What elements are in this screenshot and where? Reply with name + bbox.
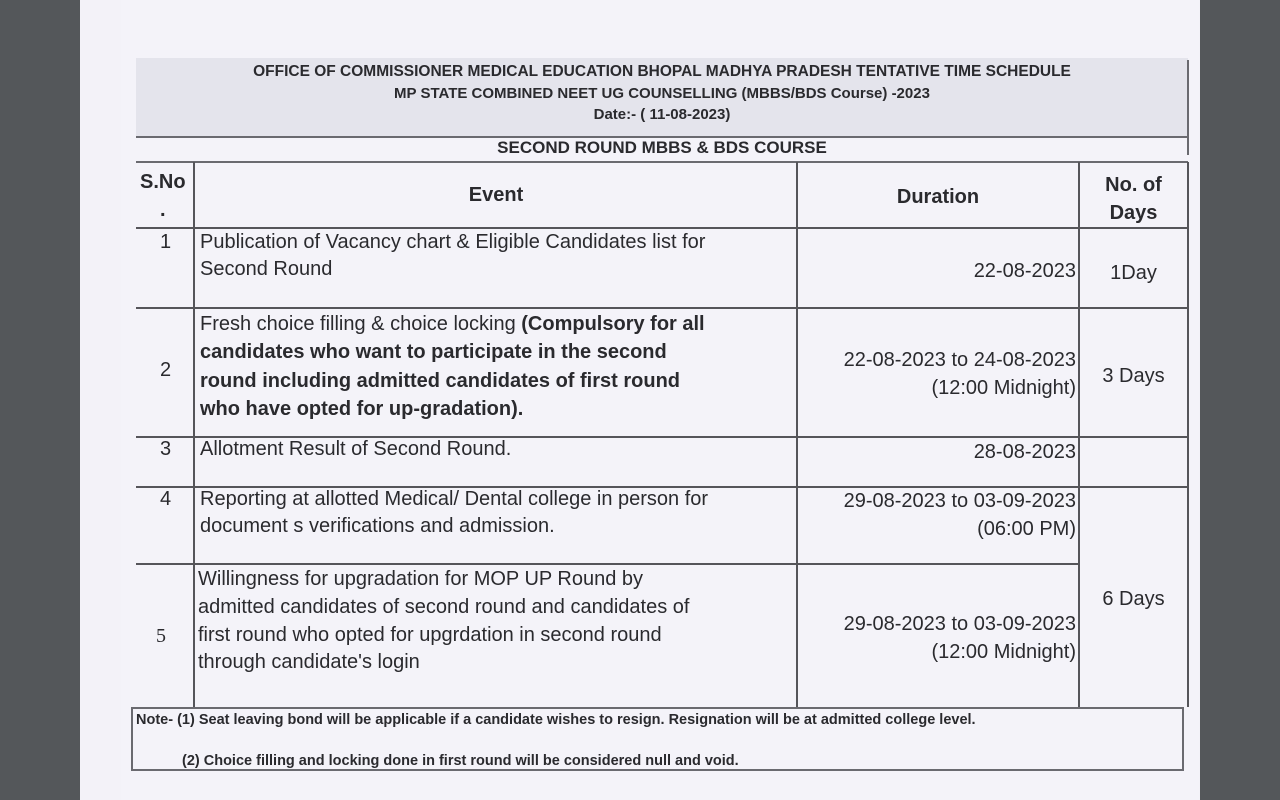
column-header-sno-dot: .: [160, 199, 166, 221]
row-event-line: through candidate's login: [198, 651, 420, 673]
row-days: 3 Days: [1102, 365, 1165, 387]
notes-box: [131, 707, 1184, 771]
row-event-line: round including admitted candidates of first round: [200, 370, 680, 392]
header-date: Date:- ( 11-08-2023): [593, 106, 731, 123]
row-sno: 4: [160, 488, 172, 510]
row-event-line: document s verifications and admission.: [200, 515, 555, 537]
header-office-title: OFFICE OF COMMISSIONER MEDICAL EDUCATION BHOPAL MADHYA PRADESH TENTATIVE TIME SCHEDULE: [253, 63, 1071, 80]
table-column-border: [1078, 162, 1080, 707]
row-event-line: Willingness for upgradation for MOP UP Round by: [198, 568, 644, 590]
row-sno: 3: [160, 438, 172, 460]
row-event-line: admitted candidates of second round and candidates of: [198, 596, 690, 618]
section-title: SECOND ROUND MBBS & BDS COURSE: [497, 138, 827, 157]
row-event-line: Publication of Vacancy chart & Eligible Candidates list for: [200, 231, 706, 253]
row-days: 1Day: [1110, 262, 1157, 284]
row-duration: 22-08-2023: [973, 260, 1076, 282]
row-event-text: Fresh choice filling & choice locking: [200, 313, 522, 335]
row-event-emphasis: (Compulsory for all: [521, 313, 705, 335]
table-divider: [136, 307, 1188, 309]
row-duration-time: (12:00 Midnight): [931, 377, 1076, 399]
row-event-line: Second Round: [200, 258, 333, 280]
row-duration-time: (12:00 Midnight): [931, 641, 1076, 663]
divider: [136, 161, 1188, 163]
column-header-duration: Duration: [896, 186, 980, 208]
row-duration: 29-08-2023 to 03-09-2023: [843, 490, 1076, 512]
row-duration: 22-08-2023 to 24-08-2023: [843, 349, 1076, 371]
row-duration: 29-08-2023 to 03-09-2023: [843, 613, 1076, 635]
table-column-border: [1187, 162, 1189, 707]
column-header-days-line2: Days: [1109, 202, 1158, 224]
column-header-sno: S.No: [140, 171, 186, 193]
column-header-days-line1: No. of: [1105, 174, 1162, 196]
row-event-line: Allotment Result of Second Round.: [200, 438, 512, 460]
row-event-line: first round who opted for upgrdation in second round: [198, 624, 662, 646]
row-event-line: candidates who want to participate in the second: [200, 341, 667, 363]
note-2: (2) Choice filling and locking done in first round will be considered null and void.: [182, 753, 739, 769]
row-duration: 28-08-2023: [973, 441, 1076, 463]
table-column-border: [193, 162, 195, 707]
row-event-line: Reporting at allotted Medical/ Dental college in person for: [200, 488, 709, 510]
column-header-event: Event: [468, 184, 524, 206]
row-sno: 5: [156, 625, 166, 647]
row-sno: 2: [160, 359, 172, 381]
row-duration-time: (06:00 PM): [977, 518, 1076, 540]
header-counselling-title: MP STATE COMBINED NEET UG COUNSELLING (MBBS/BDS Course) -2023: [394, 85, 930, 102]
row-event-line: [200, 310, 705, 338]
row-sno: 1: [160, 231, 172, 253]
note-1: Note- (1) Seat leaving bond will be applicable if a candidate wishes to resign. Resignation will be at admitted college level.: [136, 712, 976, 728]
row-days: 6 Days: [1102, 588, 1165, 610]
document-header: [136, 58, 1188, 138]
row-event-line: who have opted for up-gradation).: [200, 398, 524, 420]
